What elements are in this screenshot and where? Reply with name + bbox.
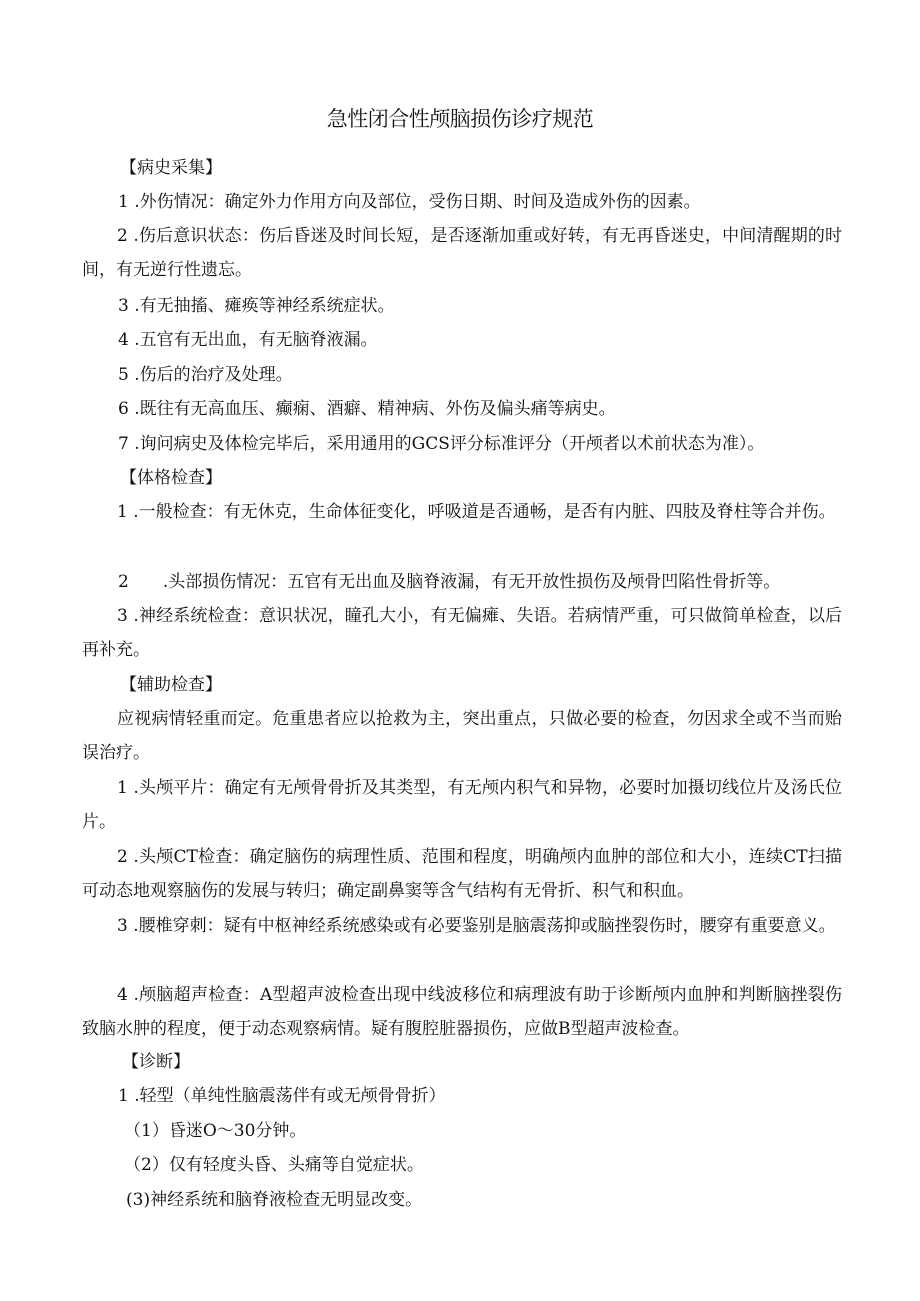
diagnosis-item-1: 1 .轻型（单纯性脑震荡伴有或无颅骨骨折）	[118, 1086, 446, 1106]
history-item-3: 3 .有无抽搐、瘫痪等神经系统症状。	[118, 296, 395, 316]
diagnosis-subitem-3: (3)神经系统和脑脊液检查无明显改变。	[126, 1190, 423, 1210]
section-heading-diagnosis: 【诊断】	[122, 1052, 190, 1072]
diagnosis-subitem-2: （2）仅有轻度头昏、头痛等自觉症状。	[124, 1155, 424, 1175]
section-heading-aux: 【辅助检查】	[120, 675, 222, 695]
aux-item-3: 3 .腰椎穿刺：疑有中枢神经系统感染或有必要鉴别是脑震荡抑或脑挫裂伤时，腰穿有重要意义。	[117, 916, 836, 936]
aux-intro: 应视病情轻重而定。危重患者应以抢救为主，突出重点，只做必要的检查，勿因求全或不当而贻误治疗。	[82, 709, 842, 763]
aux-item-2: 2 .头颅CT检查：确定脑伤的病理性质、范围和程度，明确颅内血肿的部位和大小，连续CT扫描可动态地观察脑伤的发展与转归；确定副鼻窦等含气结构有无骨折、积气和积血。	[82, 847, 842, 901]
history-item-1: 1 .外伤情况：确定外力作用方向及部位，受伤日期、时间及造成外伤的因素。	[118, 192, 701, 212]
section-heading-exam: 【体格检查】	[120, 468, 222, 488]
exam-item-3: 3 .神经系统检查：意识状况，瞳孔大小，有无偏瘫、失语。若病情严重，可只做简单检查，以后再补充。	[82, 606, 842, 660]
diagnosis-subitem-1: （1）昏迷O～30分钟。	[124, 1121, 307, 1141]
history-item-6: 6 .既往有无高血压、癫痫、酒癖、精神病、外伤及偏头痛等病史。	[118, 399, 616, 419]
document-title: 急性闭合性颅脑损伤诊疗规范	[326, 107, 594, 131]
section-heading-history: 【病史采集】	[120, 158, 222, 178]
exam-item-2: 2 .头部损伤情况：五官有无出血及脑脊液漏，有无开放性损伤及颅骨凹陷性骨折等。	[118, 572, 781, 592]
aux-item-1: 1 .头颅平片：确定有无颅骨骨折及其类型，有无颅内积气和异物，必要时加摄切线位片及汤氏位片。	[82, 778, 842, 832]
aux-item-4: 4 .颅脑超声检查：A型超声波检查出现中线波移位和病理波有助于诊断颅内血肿和判断脑挫裂伤致脑水肿的程度，便于动态观察病情。疑有腹腔脏器损伤，应做B型超声波检查。	[82, 985, 842, 1039]
history-item-7: 7 .询问病史及体检完毕后，采用通用的GCS评分标准评分（开颅者以术前状态为准）。	[118, 434, 765, 454]
exam-item-1: 1 .一般检查：有无休克，生命体征变化，呼吸道是否通畅，是否有内脏、四肢及脊柱等合并伤。	[117, 502, 836, 522]
history-item-5: 5 .伤后的治疗及处理。	[118, 365, 293, 385]
history-item-2: 2 .伤后意识状态：伤后昏迷及时间长短，是否逐渐加重或好转，有无再昏迷史，中间清醒期的时间，有无逆行性遗忘。	[82, 226, 842, 280]
history-item-4: 4 .五官有无出血，有无脑脊液漏。	[118, 330, 378, 350]
